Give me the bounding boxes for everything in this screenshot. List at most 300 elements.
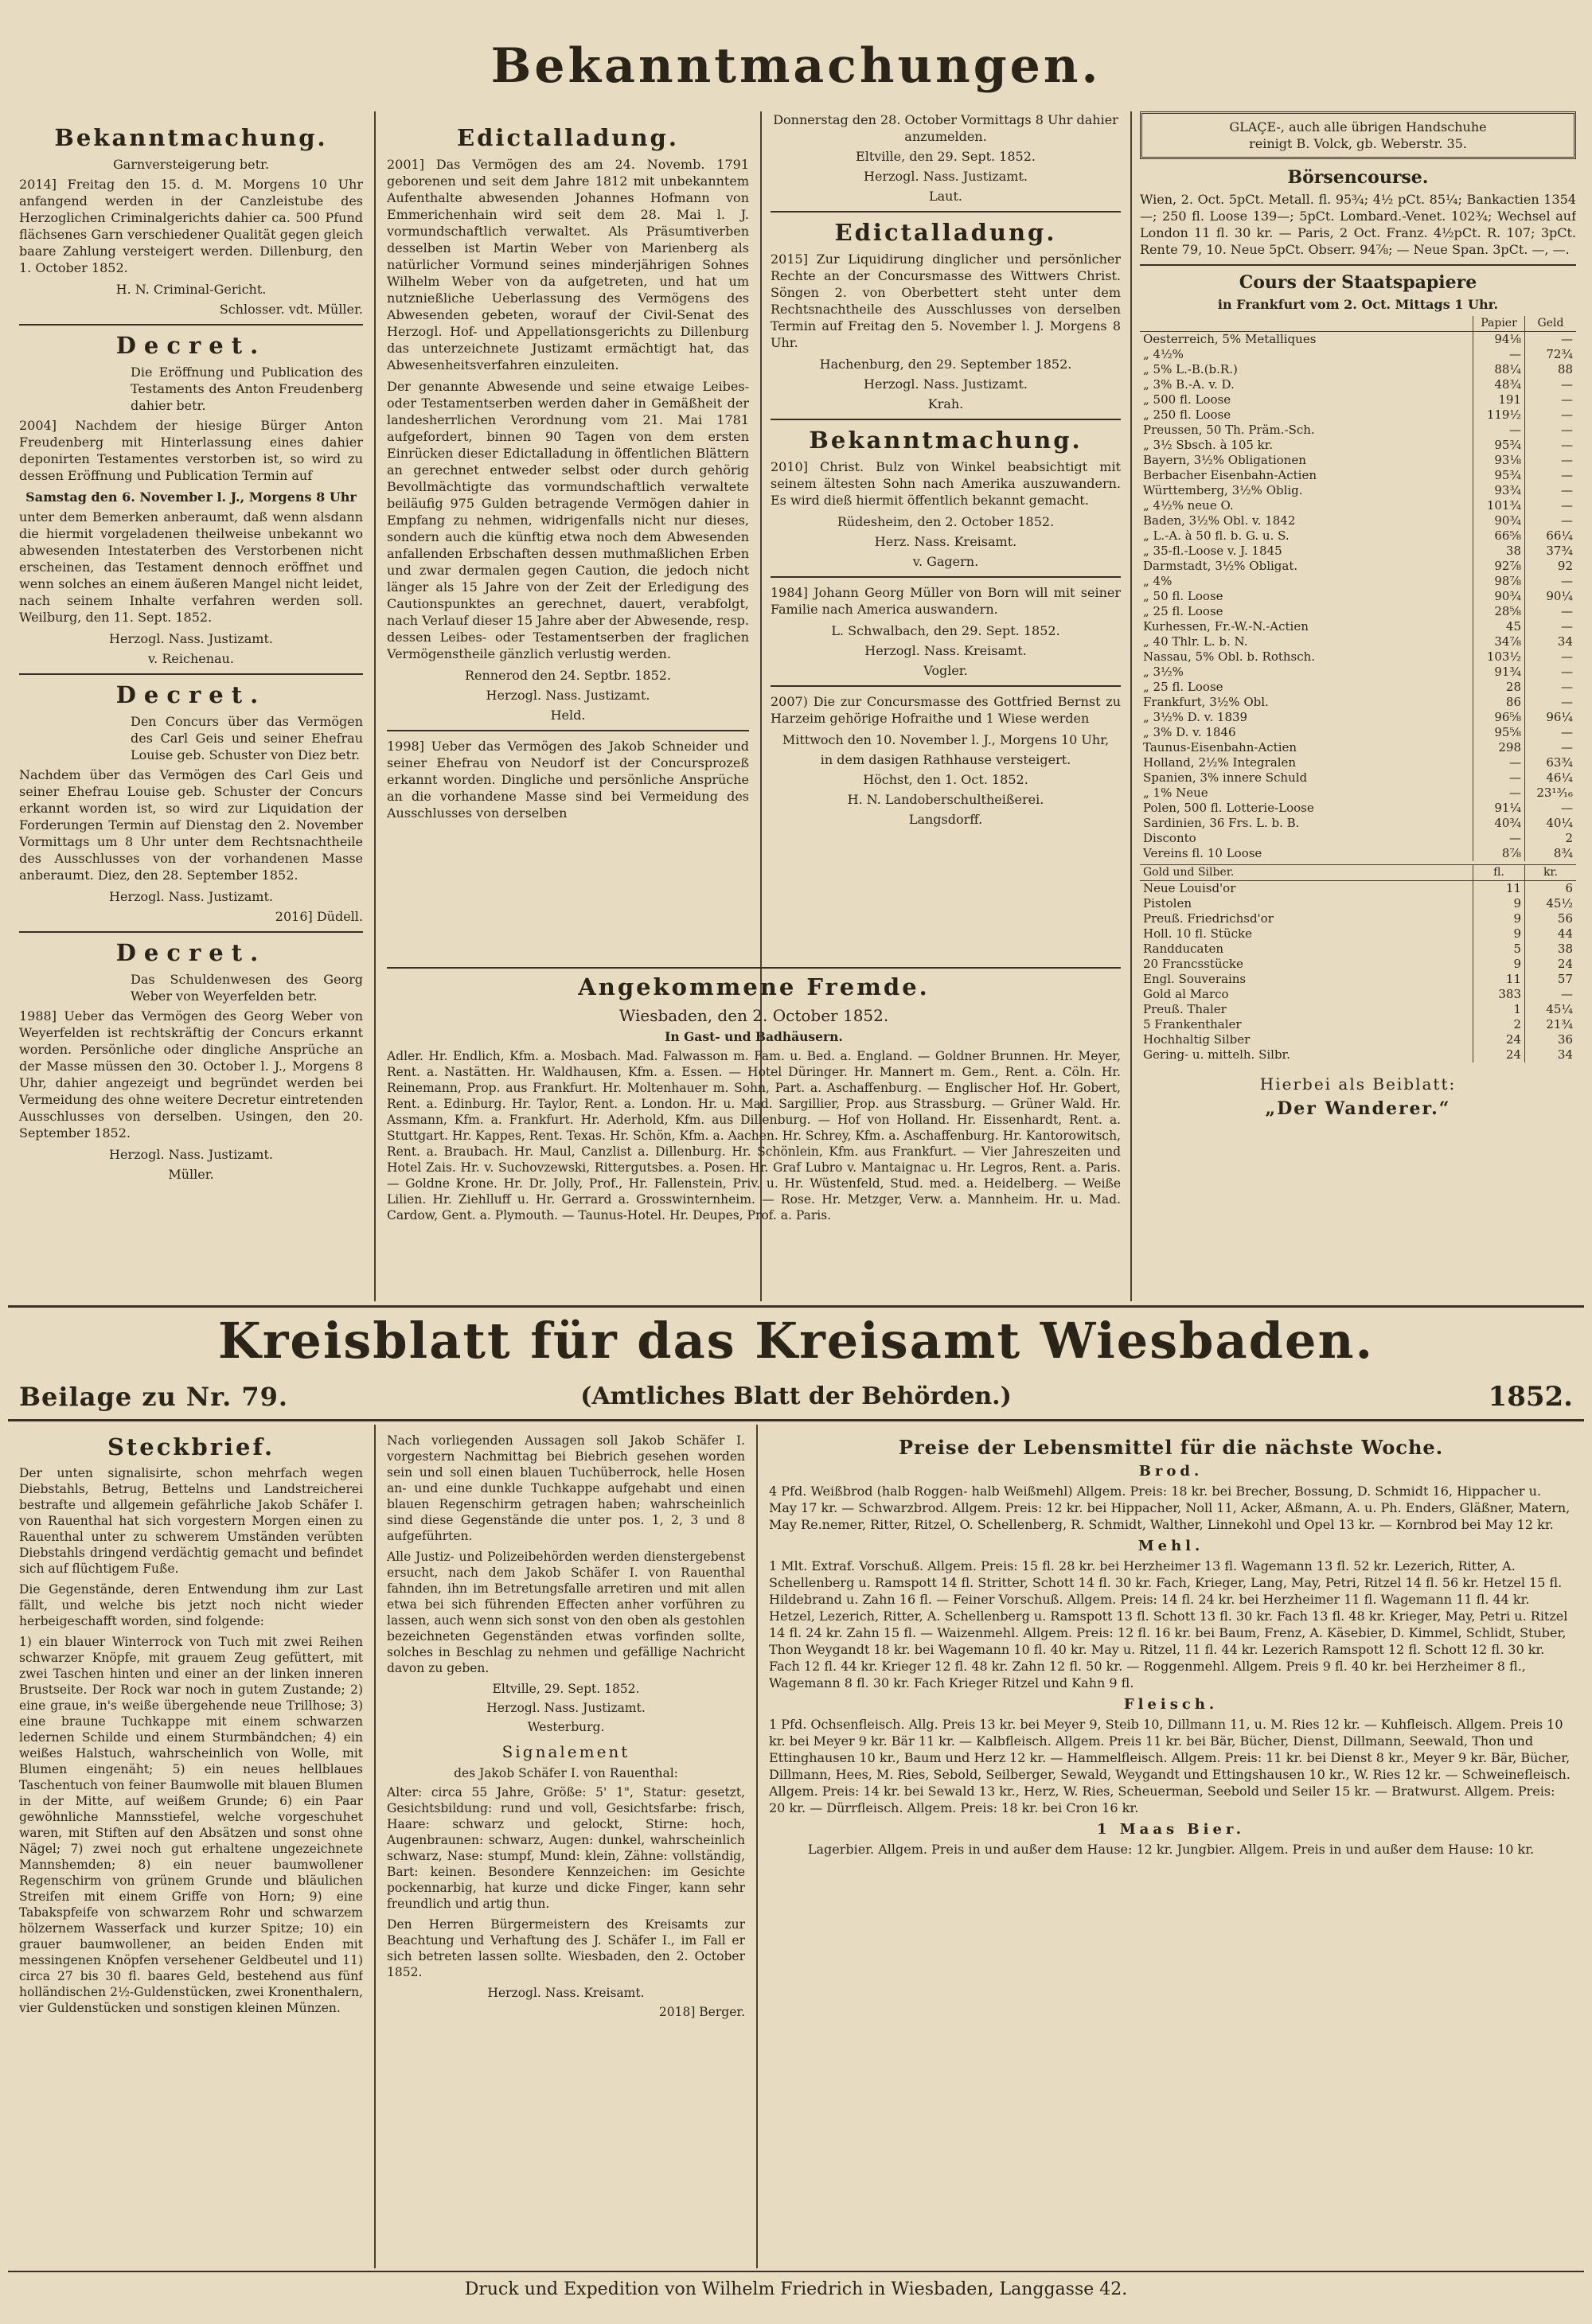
rates-row-value: 45: [1473, 619, 1525, 634]
decree-signature: Herzogl. Nass. Justizamt.: [109, 889, 273, 904]
prices-meat: 1 Pfd. Ochsenfleisch. Allg. Preis 13 kr. bei Meyer 9, Steib 10, Dillmann 11, u. M. Ries 12 kr. — Kuhfleisch. Allgem. Preis 10 kr. bei Meyer 9 kr. Bär 11 kr. — Kalbfleisch. Allgem. Preis 11 kr. bei Bär, Bücher, Dienst, Dillmann, Seewald, Thon und Ettinghausen 10 kr., Baum und Herz 12 kr. — Hammelfleisch. Allgem. Preis: 11 kr. bei Dienst 8 kr., Meyer 9 kr. Bär, Bücher, Dillmann, Hees, M. Ries, Sebold, Seilberger, Sewald, Weygandt und Ettingshausen 10 kr., W. Ries 12 kr. — Schweinefleisch. Allgem. Preis: 14 kr. bei Sewald 13 kr., Herz, W. Ries, Scheuerman, Seebold und Seiler 15 kr. — Bratwurst. Allgem. Preis: 20 kr. — Dürrfleisch. Allgem. Preis: 18 kr. bei Cron 16 kr.: [769, 1717, 1571, 1815]
rates-row: [1140, 831, 1576, 846]
notice-signature: Langsdorff.: [908, 812, 983, 827]
rates-row-value: 66⅝: [1473, 528, 1525, 544]
rates-row: [1140, 438, 1576, 453]
prices-title: Preise der Lebensmittel für die nächste Woche.: [898, 1436, 1444, 1459]
separator-rule: [771, 576, 1121, 578]
notice-text: Donnerstag den 28. October Vormittags 8 Uhr dahier anzumelden.: [773, 112, 1118, 144]
warrant-date: Eltville, 29. Sept. 1852.: [492, 1682, 640, 1696]
rates-row-label: Oesterreich, 5% Metalliques: [1143, 332, 1317, 346]
decree-signature: Müller.: [168, 1167, 214, 1182]
separator-rule: [387, 730, 749, 731]
rates-row: [1140, 392, 1576, 407]
rates-row-value: —: [1525, 513, 1577, 528]
coins-header-fl: fl.: [1473, 865, 1525, 881]
rates-row-value: —: [1525, 604, 1577, 619]
rates-row: [1140, 574, 1576, 589]
coins-header-kr: kr.: [1525, 865, 1577, 881]
notice-signature: v. Gagern.: [912, 554, 979, 569]
coins-row-label: Preuß. Friedrichsd'or: [1143, 911, 1274, 926]
edict-signature: Herzogl. Nass. Justizamt.: [486, 688, 650, 703]
coins-row-value: 1: [1473, 1002, 1525, 1017]
separator-rule: [771, 685, 1121, 687]
coins-row-label: Neue Louisd'or: [1143, 881, 1236, 895]
separator-rule: [1140, 264, 1576, 266]
edict-body: 2015] Zur Liquidirung dinglicher und persönlicher Rechte an der Concursmasse des Wittwers Christ. Söngen 2. von Oberbettert steht unter dem Rechtsnachtheile des Ausschlusses von derselben Termin auf Freitag den 5. November l. J. Morgens 8 Uhr.: [771, 252, 1121, 350]
rates-row-value: —: [1525, 649, 1577, 665]
rates-row-label: „ 1% Neue: [1143, 786, 1208, 800]
warrant-signature: Herzogl. Nass. Kreisamt.: [487, 1986, 645, 2000]
notice-title: Bekanntmachung.: [809, 427, 1083, 454]
rates-row-value: 92: [1525, 559, 1577, 574]
rates-row: [1140, 498, 1576, 513]
warrant-column-2: [387, 1433, 745, 2268]
coins-row: [1140, 942, 1576, 957]
rates-row-label: Frankfurt, 3½% Obl.: [1143, 695, 1269, 709]
rates-row: [1140, 544, 1576, 559]
rates-row-value: 48¾: [1473, 377, 1525, 392]
rates-row-value: —: [1525, 680, 1577, 695]
rates-row-value: 38: [1473, 544, 1525, 559]
notice-signature: Herz. Nass. Kreisamt.: [874, 534, 1017, 549]
coins-row-label: Engl. Souverains: [1143, 972, 1247, 986]
rates-row-value: 103½: [1473, 649, 1525, 665]
coins-row: [1140, 911, 1576, 926]
supplement-note: Hierbei als Beiblatt:: [1259, 1074, 1457, 1094]
rates-row: [1140, 680, 1576, 695]
rates-row-value: 119½: [1473, 407, 1525, 423]
rates-row-label: Sardinien, 36 Frs. L. b. B.: [1143, 816, 1300, 830]
decree-body: unter dem Bemerken anberaumt, daß wenn alsdann die hiermit vorgeladenen theilweise unbekannt wo abwesenden Intestaterben des Verstorbenen nicht erscheinen, das Testament dennoch eröffnet und wenn solches an einem äußeren Mangel nicht leidet, nach seinem Inhalte verfahren werden soll. Weilburg, den 11. Sept. 1852.: [19, 509, 363, 625]
rates-row-label: „ 25 fl. Loose: [1143, 680, 1223, 694]
column-divider: [1130, 111, 1132, 1301]
rates-row: [1140, 816, 1576, 831]
decree-signature: Herzogl. Nass. Justizamt.: [109, 1147, 273, 1162]
coins-row-value: 57: [1525, 972, 1577, 987]
rates-row-value: —: [1525, 392, 1577, 407]
rates-row-value: 95¾: [1473, 438, 1525, 453]
rates-row-value: —: [1525, 801, 1577, 816]
supplement-name: „Der Wanderer.“: [1265, 1098, 1451, 1119]
rates-row-label: „ 3% D. v. 1846: [1143, 725, 1236, 739]
coins-row-value: 21¾: [1525, 1017, 1577, 1032]
description-title: Signalement: [501, 1742, 630, 1761]
rates-row: [1140, 559, 1576, 574]
rates-row-value: 95¾: [1473, 468, 1525, 483]
rates-row-value: 28: [1473, 680, 1525, 695]
rates-row-value: 93¾: [1473, 483, 1525, 498]
rates-row-label: „ 40 Thlr. L. b. N.: [1143, 634, 1248, 649]
edict-date: Hachenburg, den 29. September 1852.: [819, 357, 1072, 372]
rates-row-label: „ 4½%: [1143, 347, 1184, 361]
edict-body: Der genannte Abwesende und seine etwaige Leibes- oder Testamentserben werden daher in Gemäßheit der landesherrlichen Verordnung vom 21. Mai 1781 aufgefordert, binnen 90 Tagen von dem ersten Einrücken dieser Edictalladung in öffentlichen Blättern an gerechnet entweder selbst oder durch gehörig Bevollmächtigte das vormundschaftlich verwaltete beiläufig 975 Gulden betragende Vermögen dahier in Empfang zu nehmen, widrigenfalls nicht nur dieses, sondern auch die künftig etwa noch dem Abwesenden anfallenden Erbschaften dessen muthmaßlichen Erben und zwar dermalen gegen Caution, die jedoch nicht länger als 15 Jahre von der Zeit der Erledigung des Cautionspunktes an gerechnet, dauert, verabfolgt, nach Verlauf dieser 15 Jahre aber der Abwesende, resp. dessen Leibes- oder Testamentserben der fraglichen Vermögenstheile gänzlich verlustig werden.: [387, 379, 749, 661]
decree-title: Decret.: [115, 332, 267, 359]
rates-row-value: 40¾: [1473, 816, 1525, 831]
rates-row: [1140, 634, 1576, 649]
coins-row: [1140, 957, 1576, 972]
rates-row-value: —: [1525, 377, 1577, 392]
rates-row-label: „ 50 fl. Loose: [1143, 589, 1223, 603]
coins-row-value: 9: [1473, 957, 1525, 972]
rates-row-value: 88: [1525, 362, 1577, 377]
rates-title: Cours der Staatspapiere: [1239, 272, 1477, 293]
decree-subtitle: Den Concurs über das Vermögen des Carl Geis und seiner Ehefrau Louise geb. Schuster von Diez betr.: [131, 714, 363, 762]
coins-row-value: 56: [1525, 911, 1577, 926]
coins-row-value: 24: [1473, 1032, 1525, 1047]
rates-row-value: —: [1473, 347, 1525, 362]
prices-heading-meat: Fleisch.: [1123, 1696, 1219, 1713]
rates-row: [1140, 407, 1576, 423]
rates-row-value: —: [1525, 407, 1577, 423]
rates-row: [1140, 755, 1576, 770]
notice-body: 2007) Die zur Concursmasse des Gottfried Bernst zu Harzeim gehörige Hofraithe und 1 Wiese werden: [771, 694, 1121, 726]
rates-row-label: Darmstadt, 3½% Obligat.: [1143, 559, 1298, 573]
column-divider: [374, 111, 376, 1301]
warrant-body: Alle Justiz- und Polizeibehörden werden dienstergebenst ersucht, nach dem Jakob Schäfer I. von Rauenthal fahnden, ihn im Betretungsfalle arretiren und mit allen etwa bei sich führenden Effecten anher vorführen zu lassen, auch wenn sich sonst von den oben als gestohlen bezeichneten Gegenständen etwas vorfinden sollte, solches in Beschlag zu nehmen und gefällige Nachricht davon zu geben.: [387, 1550, 745, 1675]
rates-row-value: 34: [1525, 634, 1577, 649]
masthead-rule-top: [8, 1305, 1584, 1308]
rates-row-label: „ 5% L.-B.(b.R.): [1143, 362, 1238, 376]
coins-row-value: 34: [1525, 1047, 1577, 1063]
coins-row: [1140, 896, 1576, 911]
rates-row: [1140, 725, 1576, 740]
prices-beer: Lagerbier. Allgem. Preis in und außer dem Hause: 12 kr. Jungbier. Allgem. Preis in und außer dem Hause: 10 kr.: [807, 1842, 1535, 1857]
rates-row-value: 28⅝: [1473, 604, 1525, 619]
masthead-rule-bottom: [8, 1419, 1584, 1421]
coins-row-value: 45¼: [1525, 1002, 1577, 1017]
coins-row-value: 5: [1473, 942, 1525, 957]
coins-row-label: 5 Frankenthaler: [1143, 1017, 1242, 1031]
column-3: [771, 111, 1121, 939]
edict-body: 2001] Das Vermögen des am 24. Novemb. 1791 geborenen und seit dem Jahre 1812 mit unbekanntem Aufenthalte abwesenden Johannes Hofmann von Emmerichenhain wird seit dem 28. Mai l. J. vormundschaftlich verwaltet. Als Präsumtiverben desselben ist Martin Weber von Marienberg als natürlicher Vormund seines minderjährigen Sohnes Wilhelm Weber von da aufgetreten, und hat um nutznießliche Ueberlassung des Vermögens des Abwesenden gebeten, worauf der Civil-Senat des Herzogl. Hof- und Appellationsgerichts zu Dillenburg das unterzeichnete Justizamt ermächtigt hat, das Abwesenheitsverfahren einzuleiten.: [387, 157, 749, 372]
rates-row: [1140, 786, 1576, 801]
separator-rule: [387, 967, 1121, 969]
warrant-body: Den Herren Bürgermeistern des Kreisamts zur Beachtung und Verhaftung des J. Schäfer I., im Fall er sich betreten lassen sollte. Wiesbaden, den 2. October 1852.: [387, 1917, 745, 1979]
prices-bread: 4 Pfd. Weißbrod (halb Roggen- halb Weißmehl) Allgem. Preis: 18 kr. bei Brecher, Bossung, D. Schmidt 16, Hippacher u. May 17 kr. — Schwarzbrod. Allgem. Preis: 12 kr. bei Hippacher, Noll 11, Acker, Aßmann, A. u. Ph. Enders, Gläßner, Matern, May Re.nemer, Ritter, Ritzel, O. Schellenberg, R. Schmidt, Walther, Linnekohl und Opel 13 kr. — Kornbrod bei May 12 kr.: [769, 1484, 1571, 1532]
advertisement-line: GLAÇE-, auch alle übrigen Handschuhe: [1229, 119, 1487, 135]
coins-row-value: 9: [1473, 896, 1525, 911]
column-divider: [756, 1425, 758, 2268]
rates-row-label: Spanien, 3% innere Schuld: [1143, 770, 1308, 785]
notice-subtitle: Garnversteigerung betr.: [112, 157, 270, 172]
section-title: Bekanntmachungen.: [490, 38, 1102, 94]
coins-row-value: 45½: [1525, 896, 1577, 911]
rates-row-value: 88¼: [1473, 362, 1525, 377]
arrivals-section: [387, 967, 1121, 1297]
coins-row-label: Preuß. Thaler: [1143, 1002, 1227, 1016]
rates-row-value: 90¾: [1473, 589, 1525, 604]
arrivals-subtitle: In Gast- und Badhäusern.: [665, 1029, 843, 1044]
coins-row: [1140, 1017, 1576, 1032]
coins-row-label: Gering- u. mittelh. Silbr.: [1143, 1047, 1290, 1062]
rates-row-label: „ 3% B.-A. v. D.: [1143, 377, 1235, 392]
rates-row: [1140, 362, 1576, 377]
warrant-body: Der unten signalisirte, schon mehrfach wegen Diebstahls, Betrug, Bettelns und Landstreicherei bestrafte und allgemein gefährliche Jakob Schäfer I. von Rauenthal hat sich vorgestern Morgen einen zu Rauenthal unter zu schwerem Umständen verübten Diebstahls dringend verdächtig gemacht und befindet sich auf flüchtigem Fuße.: [19, 1466, 363, 1576]
rates-row-value: 298: [1473, 740, 1525, 755]
decree-date: Samstag den 6. November l. J., Morgens 8 Uhr: [25, 489, 357, 505]
rates-row-label: „ 25 fl. Loose: [1143, 604, 1223, 618]
coins-row-label: 20 Francsstücke: [1143, 957, 1243, 971]
prices-flour: 1 Mlt. Extraf. Vorschuß. Allgem. Preis: 15 fl. 28 kr. bei Herzheimer 13 fl. Wagemann 13 fl. 52 kr. Lezerich, Ritter, A. Schellenberg u. Ramspott 14 fl. Stritter, Schott 14 fl. 30 kr. Fach, Krieger, Lang, May, Petri, Ritzel 14 fl. 56 kr. Hetzel 15 fl. Hildebrand u. Zahn 16 fl. — Feiner Vorschuß. Allgem. Preis: 14 fl. 24 kr. bei Herzheimer 11 fl. Wagemann 11 fl. 44 kr. Hetzel, Lezerich, Ritter, A. Schellenberg u. Ramspott 13 fl. Schott 13 fl. 30 kr. Fach 13 fl. 48 kr. Krieger, May, Petri u. Ritzel 14 fl. 24 kr. Zahn 15 fl. — Waizenmehl. Allgem. Preis: 12 fl. 16 kr. bei Baum, Frenz, A. Käsebier, D. Kimmel, Schlidt, Stuber, Thon Weygandt 18 kr. bei Wagemann 10 fl. 40 kr. May u. Ritzel, 11 fl. 44 kr. Lezerich Ramspott 12 fl. Schott 12 fl. 30 kr. Fach 12 fl. 44 kr. Krieger 12 fl. 48 kr. Zahn 12 fl. 50 kr. — Roggenmehl. Allgem. Preis 9 fl. 40 kr. bei Herzheimer 8 fl., Wagemann 8 fl. 30 kr. Fach Krieger Ritzel und Kahn 9 fl.: [769, 1558, 1568, 1690]
rates-row-value: 37¾: [1525, 544, 1577, 559]
rates-row-value: 63¾: [1525, 755, 1577, 770]
rates-row-label: Preussen, 50 Th. Präm.-Sch.: [1143, 423, 1315, 437]
rates-row: [1140, 453, 1576, 468]
rates-row: [1140, 332, 1576, 348]
rates-row-value: —: [1525, 438, 1577, 453]
rates-row-value: 98⅞: [1473, 574, 1525, 589]
coins-row-label: Gold al Marco: [1143, 987, 1229, 1001]
rates-row-value: 66¼: [1525, 528, 1577, 544]
rates-row-value: —: [1473, 786, 1525, 801]
separator-rule: [19, 673, 363, 675]
warrant-signature: Westerburg.: [527, 1720, 605, 1734]
warrant-body: Nach vorliegenden Aussagen soll Jakob Schäfer I. vorgestern Nachmittag bei Biebrich gesehen worden sein und soll einen blauen Tuchüberrock, helle Hosen an- und eine dunkle Tuchkappe aufgehabt und einen blauen Regenschirm getragen haben; wahrscheinlich sind diese Gegenstände die unter pos. 1, 2, 3 und 8 aufgeführten.: [387, 1433, 745, 1543]
column-divider: [374, 1425, 376, 2268]
rates-row-value: —: [1473, 755, 1525, 770]
notice-body: 1998] Ueber das Vermögen des Jakob Schneider und seiner Ehefrau von Neudorf ist der Concursprozeß erkannt worden. Dingliche und persönliche Ansprüche an die vorhandene Masse sind bei Vermeidung des Ausschlusses von derselben: [387, 739, 749, 821]
coins-row-value: 2: [1473, 1017, 1525, 1032]
footer-imprint: Druck und Expedition von Wilhelm Friedrich in Wiesbaden, Langgasse 42.: [464, 2279, 1128, 2299]
description-list: Alter: circa 55 Jahre, Größe: 5' 1", Statur: gesetzt, Gesichtsbildung: rund und voll, Gesichtsfarbe: frisch, Haare: schwarz und gelockt, Stirne: hoch, Augenbraunen: schwarz, Augen: dunkel, wahrscheinlich schwarz, Nase: stumpf, Mund: klein, Zähne: vollständig, Bart: keinen. Besondere Kennzeichen: im Gesichte pockennarbig, hat kurze und dicke Finger, kann sehr freundlich und artig thun.: [387, 1785, 745, 1911]
rates-row-value: —: [1525, 574, 1577, 589]
rates-row-value: 91¾: [1473, 665, 1525, 680]
rates-row-value: —: [1525, 453, 1577, 468]
masthead-supplement: Beilage zu Nr. 79.: [19, 1382, 289, 1412]
rates-row-label: „ 35-fl.-Loose v. J. 1845: [1143, 544, 1282, 558]
coins-row-value: —: [1525, 987, 1577, 1002]
coins-row-value: 6: [1525, 881, 1577, 897]
description-subtitle: des Jakob Schäfer I. von Rauenthal:: [454, 1766, 678, 1780]
rates-row-value: 94⅛: [1473, 332, 1525, 348]
separator-rule: [771, 211, 1121, 213]
coins-row-value: 36: [1525, 1032, 1577, 1047]
rates-row-label: „ 4½% neue O.: [1143, 498, 1234, 513]
coins-body: [1140, 881, 1576, 1063]
notice-text: in dem dasigen Rathhause versteigert.: [820, 752, 1071, 767]
coins-row: [1140, 881, 1576, 897]
decree-signature: v. Reichenau.: [148, 651, 234, 666]
rates-row: [1140, 619, 1576, 634]
rates-row-label: Bayern, 3½% Obligationen: [1143, 453, 1306, 467]
warrant-signature: 2018] Berger.: [658, 2005, 745, 2019]
edict-title: Edictalladung.: [457, 124, 679, 151]
rates-row: [1140, 483, 1576, 498]
decree-body: 1988] Ueber das Vermögen des Georg Weber von Weyerfelden ist rechtskräftig der Concurs erkannt worden. Persönliche oder dingliche Ansprüche an der Masse müssen den 30. October l. J., Morgens 8 Uhr, dahier angezeigt und begründet werden bei Vermeidung des ohne weitere Decretur eintretenden Ausschlusses von derselben. Usingen, den 20. September 1852.: [19, 1008, 363, 1141]
rates-row-value: 96⅝: [1473, 710, 1525, 725]
arrivals-dateline: Wiesbaden, den 2. October 1852.: [618, 1006, 889, 1025]
exchange-body: Wien, 2. Oct. 5pCt. Metall. fl. 95¾; 4½ pCt. 85¼; Bankactien 1354—; 250 fl. Loose 139—; 5pCt. Lombard.-Venet. 102¾; Wechsel auf London 11 fl. 30 kr. — Paris, 2 Oct. Franz. 4½pCt. R. 107; 3pCt. Rente 79, 10. Neue 5pCt. Obserr. 94⅞; — Neue Span. 3pCt. —, —.: [1140, 192, 1576, 257]
rates-row-value: —: [1525, 619, 1577, 634]
rates-row-label: Baden, 3½% Obl. v. 1842: [1143, 513, 1296, 528]
advertisement-line: reinigt B. Volck, gb. Weberstr. 35.: [1249, 136, 1467, 151]
rates-row: [1140, 695, 1576, 710]
rates-row-value: 90¾: [1473, 513, 1525, 528]
notice-date: L. Schwalbach, den 29. Sept. 1852.: [831, 623, 1060, 638]
rates-row-value: 93⅛: [1473, 453, 1525, 468]
rates-row-value: —: [1525, 695, 1577, 710]
notice-signature: Herzogl. Nass. Justizamt.: [864, 169, 1028, 184]
rates-row: [1140, 710, 1576, 725]
notice-signature: Herzogl. Nass. Kreisamt.: [864, 643, 1027, 658]
edict-signature: Krah.: [927, 396, 964, 411]
rates-row-value: —: [1525, 483, 1577, 498]
rates-row: [1140, 770, 1576, 786]
rates-row-value: —: [1525, 740, 1577, 755]
rates-header-papier: Papier: [1473, 316, 1525, 332]
notice-date: Mittwoch den 10. November l. J., Morgens 10 Uhr,: [782, 732, 1110, 747]
coins-row-value: 11: [1473, 972, 1525, 987]
decree-title: Decret.: [115, 681, 267, 708]
rates-header-row: [1140, 316, 1576, 332]
warrant-body: Die Gegenstände, deren Entwendung ihm zur Last fällt, und welche bis jetzt noch nicht wieder herbeigeschafft worden, sind folgende:: [19, 1582, 363, 1628]
rates-row-label: Disconto: [1143, 831, 1196, 845]
rates-row: [1140, 423, 1576, 438]
rates-row-value: —: [1473, 770, 1525, 786]
rates-row-label: Nassau, 5% Obl. b. Rothsch.: [1143, 649, 1316, 664]
coins-row-value: 9: [1473, 926, 1525, 942]
rates-row-label: „ 250 fl. Loose: [1143, 407, 1231, 422]
rates-row-label: Polen, 500 fl. Lotterie-Loose: [1143, 801, 1314, 815]
warrant-column: [19, 1429, 363, 2268]
rates-row-label: „ 3½% D. v. 1839: [1143, 710, 1248, 724]
coins-row: [1140, 987, 1576, 1002]
notice-title: Bekanntmachung.: [54, 124, 328, 151]
rates-row: [1140, 846, 1576, 861]
coins-row-label: Holl. 10 fl. Stücke: [1143, 926, 1252, 941]
masthead-year: 1852.: [1488, 1381, 1573, 1413]
rates-row-value: 95⅝: [1473, 725, 1525, 740]
rates-row-value: 191: [1473, 392, 1525, 407]
prices-heading-flour: Mehl.: [1137, 1538, 1204, 1554]
rates-row-value: —: [1525, 498, 1577, 513]
warrant-title: Steckbrief.: [107, 1433, 275, 1460]
rates-row-value: 40¼: [1525, 816, 1577, 831]
coins-row: [1140, 1032, 1576, 1047]
decree-subtitle: Das Schuldenwesen des Georg Weber von Weyerfelden betr.: [131, 972, 363, 1004]
notice-body: 1984] Johann Georg Müller von Born will mit seiner Familie nach America auswandern.: [771, 585, 1121, 617]
notice-signature: H. N. Criminal-Gericht.: [115, 282, 267, 297]
warrant-items: 1) ein blauer Winterrock von Tuch mit zwei Reihen schwarzer Knöpfe, mit grauem Zeug gefüttert, mit zwei Taschen hinten und einer an der linken inneren Brustseite. Der Rock war noch in gutem Zustande; 2) eine graue, in's weiße übergehende neue Trillhose; 3) eine braune Tuchkappe mit einem schwarzen ledernen Schilde und einem Sturmbändchen; 4) ein weißes Halstuch, wahrscheinlich von Wolle, mit Blumen eingenäht; 5) ein neues hellblaues Taschentuch von feiner Baumwolle mit blauen Blumen in der Mitte, auf weißem Grunde; 6) ein Paar gewöhnliche Mannsstiefel, welche vorgeschuhet waren, mit Stiften auf den Absätzen und sonst ohne Nägel; 7) zwei noch gut erhaltene ungezeichnete Mannshemden; 8) ein neuer baumwollener Regenschirm von grünem Grunde und bläulichen Streifen mit einem Griffe von Horn; 9) eine Tabakspfeife von schwarzem Rohr und schwarzem hölzernem Wasserfack und kurzer Spitze; 10) ein grauer baumwollener, an beiden Enden mit messingenen Knöpfen versehener Geldbeutel und 11) circa 27 bis 30 fl. baares Geld, bestehend aus fünf holländischen 2½-Guldenstücken, zwei Kronenthalern, vier Guldenstücken und sonstigen kleinen Münzen.: [19, 1635, 363, 2015]
rates-row-value: 72¾: [1525, 347, 1577, 362]
rates-row: [1140, 801, 1576, 816]
warrant-signature: Herzogl. Nass. Justizamt.: [486, 1701, 646, 1715]
column-2: [387, 119, 749, 1027]
decree-body: Nachdem über das Vermögen des Carl Geis und seiner Ehefrau Louise geb. Schuster der Concurs erkannt worden ist, so wird zur Liquidation der Forderungen Termin auf Dienstag den 2. November Vormittags um 8 Uhr unter dem Rechtsnachtheile des Ausschlusses von der vorhandenen Masse anberaumt. Diez, den 28. September 1852.: [19, 767, 363, 883]
coins-row-value: 24: [1525, 957, 1577, 972]
rates-row: [1140, 377, 1576, 392]
rates-row-value: 8⅞: [1473, 846, 1525, 861]
edict-signature: Herzogl. Nass. Justizamt.: [864, 376, 1028, 392]
coins-row-value: 383: [1473, 987, 1525, 1002]
coins-header-row: [1140, 865, 1576, 881]
rates-row: [1140, 468, 1576, 483]
separator-rule: [19, 931, 363, 933]
rates-row: [1140, 649, 1576, 665]
edict-title: Edictalladung.: [834, 219, 1057, 246]
advertisement-box: [1140, 111, 1576, 159]
coins-row-value: 24: [1473, 1047, 1525, 1063]
coins-row-value: 9: [1473, 911, 1525, 926]
rates-row: [1140, 513, 1576, 528]
rates-row-value: 96¼: [1525, 710, 1577, 725]
coins-table: [1140, 864, 1576, 1063]
notice-body: 2010] Christ. Bulz von Winkel beabsichtigt mit seinem ältesten Sohn nach Amerika auszuwandern. Es wird dieß hiermit öffentlich bekannt gemacht.: [771, 459, 1121, 508]
arrivals-list: Adler. Hr. Endlich, Kfm. a. Mosbach. Mad. Falwasson m. Fam. u. Bed. a. England. — Goldner Brunnen. Hr. Meyer, Rent. a. Nastätten. Hr. Waldhausen, Kfm. a. Essen. — Hotel Düringer. Hr. Mannert m. Gem., Rent. a. Cöln. Hr. Reinemann, Prop. aus Frankfurt. Hr. Moltenhauer m. Sohn, Part. a. Aschaffenburg. — Englischer Hof. Hr. Gobert, Rent. a. Edinburg. Hr. Taylor, Rent. a. London. Hr. u. Mad. Sargillier, Prop. aus Strassburg. — Grüner Wald. Hr. Assmann, Kfm. a. Frankfurt. Hr. Aderhold, Kfm. aus Dillenburg. — Hof von Holland. Hr. Eissenhardt, Rent. a. Stuttgart. Hr. Kappes, Rent. Texas. Hr. Schön, Kfm. a. Aachen. Hr. Schrey, Kfm. a. Aschaffenburg. Hr. Kantorowitsch, Rent. a. Braubach. Hr. Maul, Canzlist a. Dillenburg. Hr. Schönlein, Kfm. aus Frankfurt. — Vier Jahreszeiten und Hotel Zais. Hr. v. Suchovzewski, Rittergutsbes. a. Posen. Hr. Graf Lubro v. Mantaignac u. Hr. Legros, Rent. a. Paris. — Goldne Krone. Hr. Dr. Jolly, Prof., Hr. Fallenstein, Priv. u. Hr. Wüstenfeld, Stud. med. a. Heidelberg. — Weiße Lilien. Hr. Ziehlluff u. Hr. Gerrard a. Grosswinternheim. — Rose. Hr. Metzger, Verw. a. Mannheim. Hr. u. Mad. Cardow, Gent. a. Plymouth. — Taunus-Hotel. Hr. Deupes, Prof. a. Paris.: [387, 1049, 1121, 1222]
coins-row-label: Hochhaltig Silber: [1143, 1032, 1251, 1047]
coins-row-label: Pistolen: [1143, 896, 1192, 910]
prices-heading-bread: Brod.: [1138, 1463, 1204, 1480]
coins-row: [1140, 972, 1576, 987]
rates-row: [1140, 589, 1576, 604]
rates-row-value: 86: [1473, 695, 1525, 710]
rates-row-label: Württemberg, 3½% Oblig.: [1143, 483, 1303, 497]
rates-row-value: 34⅞: [1473, 634, 1525, 649]
notice-date: Rüdesheim, den 2. October 1852.: [837, 514, 1055, 529]
rates-row: [1140, 347, 1576, 362]
rates-row: [1140, 528, 1576, 544]
notice-date: Höchst, den 1. Oct. 1852.: [863, 772, 1028, 787]
rates-header-geld: Geld: [1525, 316, 1577, 332]
footer-rule: [8, 2271, 1584, 2272]
rates-row-value: —: [1525, 332, 1577, 348]
notice-body: 2014] Freitag den 15. d. M. Morgens 10 Uhr anfangend werden in der Canzleistube des Herzoglichen Criminalgerichts dahier ca. 500 Pfund flächsenes Garn verschiedener Qualität gegen gleich baare Zahlung versteigert werden. Dillenburg, den 1. October 1852.: [19, 177, 363, 275]
rates-row-label: „ 3½ Sbsch. à 105 kr.: [1143, 438, 1274, 452]
rates-row: [1140, 740, 1576, 755]
edict-signature: Held.: [550, 708, 586, 723]
rates-row-label: Holland, 2½% Integralen: [1143, 755, 1297, 770]
masthead-subtitle: (Amtliches Blatt der Behörden.): [580, 1382, 1012, 1410]
rates-row: [1140, 604, 1576, 619]
rates-row-value: —: [1525, 725, 1577, 740]
rates-body: [1140, 332, 1576, 862]
decree-signature: Herzogl. Nass. Justizamt.: [109, 631, 273, 646]
coins-row: [1140, 1002, 1576, 1017]
coins-row-value: 11: [1473, 881, 1525, 897]
rates-row-value: 101¾: [1473, 498, 1525, 513]
decree-subtitle: Die Eröffnung und Publication des Testaments des Anton Freudenberg dahier betr.: [131, 365, 363, 413]
rates-row-value: —: [1473, 423, 1525, 438]
rates-row-label: „ 4%: [1143, 574, 1173, 588]
coins-row-value: 44: [1525, 926, 1577, 942]
prices-heading-beer: 1 Maas Bier.: [1096, 1821, 1246, 1838]
rates-row-label: Taunus-Eisenbahn-Actien: [1143, 740, 1297, 755]
separator-rule: [771, 419, 1121, 420]
rates-row-value: 2: [1525, 831, 1577, 846]
rates-row-value: 46¼: [1525, 770, 1577, 786]
masthead-title: Kreisblatt für das Kreisamt Wiesbaden.: [217, 1312, 1375, 1370]
rates-row-label: Berbacher Eisenbahn-Actien: [1143, 468, 1317, 482]
rates-subtitle: in Frankfurt vom 2. Oct. Mittags 1 Uhr.: [1217, 297, 1499, 312]
edict-date: Rennerod den 24. Septbr. 1852.: [464, 668, 672, 683]
coins-row: [1140, 1047, 1576, 1063]
decree-title: Decret.: [115, 939, 267, 966]
rates-row-label: Vereins fl. 10 Loose: [1143, 846, 1262, 860]
rates-row-value: —: [1525, 468, 1577, 483]
rates-row-value: 91¼: [1473, 801, 1525, 816]
prices-column: [769, 1433, 1573, 2268]
separator-rule: [19, 324, 363, 326]
column-4: [1140, 111, 1576, 1301]
coins-header: Gold und Silber.: [1140, 865, 1473, 881]
decree-body: 2004] Nachdem der hiesige Bürger Anton Freudenberg mit Hinterlassung eines dahier deponirten Testamentes verstorben ist, so wird zu dessen Eröffnung und Publication Termin auf: [19, 418, 363, 483]
column-1: [19, 119, 363, 1297]
decree-signature: 2016] Düdell.: [275, 909, 363, 924]
rates-header-blank: [1140, 316, 1473, 332]
notice-date: Eltville, den 29. Sept. 1852.: [856, 149, 1036, 164]
rates-row-value: 92⅞: [1473, 559, 1525, 574]
